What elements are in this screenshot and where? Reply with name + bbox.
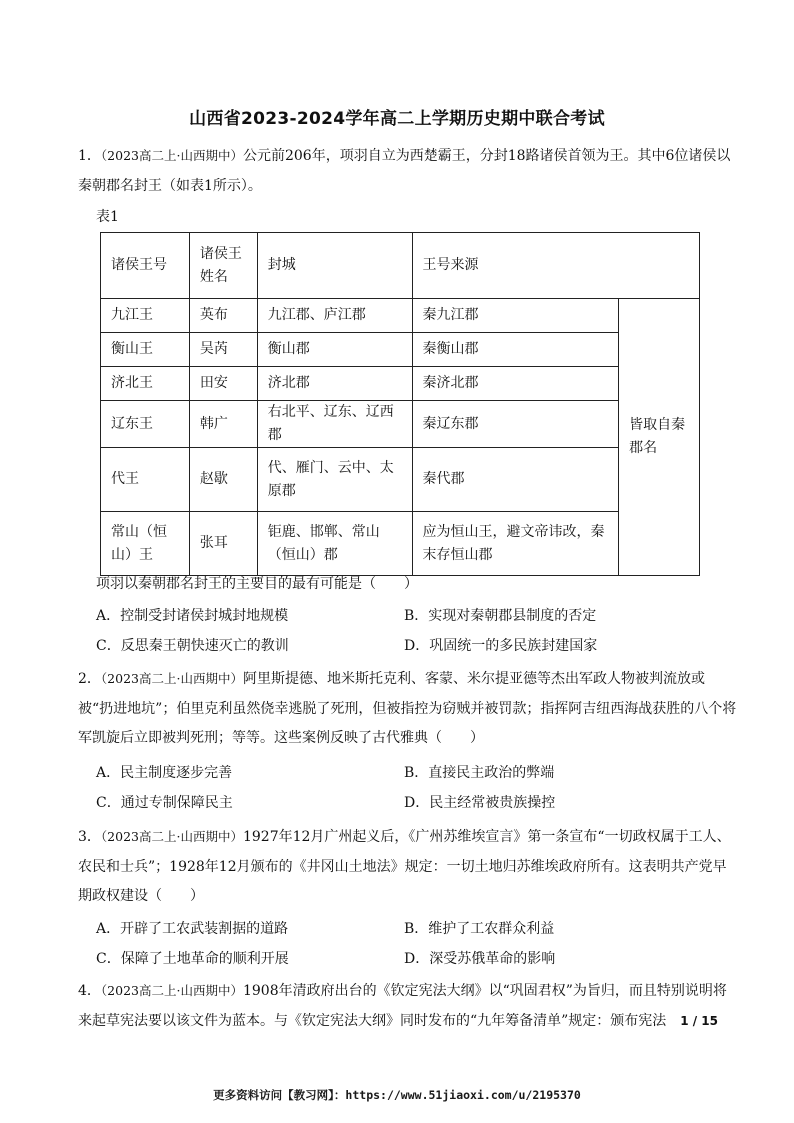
table-cell: 衡山郡 [257, 333, 412, 367]
options-row [96, 761, 736, 785]
table-row [101, 367, 700, 401]
table-cell: 秦代郡 [412, 448, 619, 512]
table-cell: 张耳 [189, 512, 257, 576]
question-number: 1． [78, 148, 101, 164]
page-number: 1 / 15 [680, 1014, 718, 1028]
question-3-text [78, 822, 738, 912]
question-body: 1908年清政府出台的《钦定宪法大纲》以“巩固君权”为旨归，而且特别说明将来起草宪法要以该文件为蓝本。与《钦定宪法大纲》同时发布的“九年筹备清单”规定：颁布宪法 [78, 983, 727, 1029]
table-cell: 济北郡 [257, 367, 412, 401]
table-header-row [101, 233, 700, 299]
question-body: 阿里斯提德、地米斯托克利、客蒙、米尔提亚德等杰出军政人物被判流放或被“扔进地坑”；伯里克利虽然侥幸逃脱了死刑，但被指控为窃贼并被罚款；指挥阿吉纽西海战获胜的八个将军凯旋后立即被判死刑；等等。这些案例反映了古代雅典（ ） [78, 671, 737, 746]
table-cell: 常山（恒山）王 [101, 512, 190, 576]
option-d[interactable]: D．民主经常被贵族操控 [404, 795, 556, 811]
table-header-cell: 封城 [257, 233, 412, 299]
option-a[interactable]: A．民主制度逐步完善 [96, 765, 233, 781]
question-1-stem: 项羽以秦朝郡名封王的主要目的最有可能是（ ） [96, 576, 418, 592]
question-body: 公元前206年，项羽自立为西楚霸王，分封18路诸侯首领为王。其中6位诸侯以秦朝郡名封王（如表1所示）。 [78, 148, 731, 194]
option-d[interactable]: D．巩固统一的多民族封建国家 [404, 638, 598, 654]
question-source-tag: （2023高二上·山西期中） [100, 671, 243, 686]
page-title: 山西省2023-2024学年高二上学期历史期中联合考试 [189, 109, 605, 129]
question-source-tag: （2023高二上·山西期中） [100, 148, 243, 163]
table-cell: 韩广 [189, 401, 257, 448]
option-b[interactable]: B．维护了工农群众利益 [404, 921, 555, 937]
question-body: 1927年12月广州起义后，《广州苏维埃宣言》第一条宣布“一切政权属于工人、农民和士兵”；1928年12月颁布的《井冈山土地法》规定：一切土地归苏维埃政府所有。这表明共产党早期政权建设（ ） [78, 829, 731, 904]
options-row [96, 791, 736, 815]
option-b[interactable]: B．实现对秦朝郡县制度的否定 [404, 608, 597, 624]
option-c[interactable]: C．反思秦王朝快速灭亡的教训 [96, 638, 289, 654]
question-number: 2． [78, 671, 101, 687]
table-cell: 钜鹿、邯郸、常山（恒山）郡 [257, 512, 412, 576]
table-row [101, 401, 700, 448]
table-row [101, 333, 700, 367]
table-cell: 秦济北郡 [412, 367, 619, 401]
table-cell: 九江郡、庐江郡 [257, 299, 412, 333]
options-row [96, 917, 736, 941]
table-cell: 秦衡山郡 [412, 333, 619, 367]
question-source-tag: （2023高二上·山西期中） [100, 829, 243, 844]
table-cell: 代王 [101, 448, 190, 512]
table-header-cell: 诸侯王号 [101, 233, 190, 299]
question-4-text [78, 976, 738, 1036]
table-cell: 田安 [189, 367, 257, 401]
question-number: 3． [78, 829, 101, 845]
option-c[interactable]: C．通过专制保障民主 [96, 795, 233, 811]
table-cell: 代、雁门、云中、太原郡 [257, 448, 412, 512]
table-row [101, 299, 700, 333]
options-row [96, 604, 736, 628]
table-cell: 吴芮 [189, 333, 257, 367]
table-header-cell: 王号来源 [412, 233, 699, 299]
table-cell: 秦九江郡 [412, 299, 619, 333]
option-d[interactable]: D．深受苏俄革命的影响 [404, 951, 556, 967]
table-row [101, 512, 700, 576]
table-cell: 英布 [189, 299, 257, 333]
table-cell: 应为恒山王，避文帝讳改，秦末存恒山郡 [412, 512, 619, 576]
table-merged-note: 皆取自秦郡名 [619, 299, 700, 576]
option-b[interactable]: B．直接民主政治的弊端 [404, 765, 555, 781]
table-cell: 九江王 [101, 299, 190, 333]
question-1-text [78, 141, 738, 201]
table-header-cell: 诸侯王姓名 [189, 233, 257, 299]
table-cell: 济北王 [101, 367, 190, 401]
table-row [101, 448, 700, 512]
table-cell: 秦辽东郡 [412, 401, 619, 448]
option-a[interactable]: A．控制受封诸侯封城封地规模 [96, 608, 289, 624]
table-cell: 辽东王 [101, 401, 190, 448]
option-c[interactable]: C．保障了土地革命的顺利开展 [96, 951, 289, 967]
options-row [96, 947, 736, 971]
footer-resource-link[interactable]: 更多资料访问【教习网】：https://www.51jiaoxi.com/u/2195370 [213, 1088, 581, 1102]
table-cell: 右北平、辽东、辽西郡 [257, 401, 412, 448]
table-label: 表1 [96, 209, 119, 225]
table-cell: 赵歇 [189, 448, 257, 512]
enfeoffment-table [100, 232, 700, 576]
question-source-tag: （2023高二上·山西期中） [100, 983, 243, 998]
question-number: 4． [78, 983, 101, 999]
option-a[interactable]: A．开辟了工农武装割据的道路 [96, 921, 289, 937]
question-2-text [78, 664, 738, 754]
options-row [96, 634, 736, 658]
table-cell: 衡山王 [101, 333, 190, 367]
